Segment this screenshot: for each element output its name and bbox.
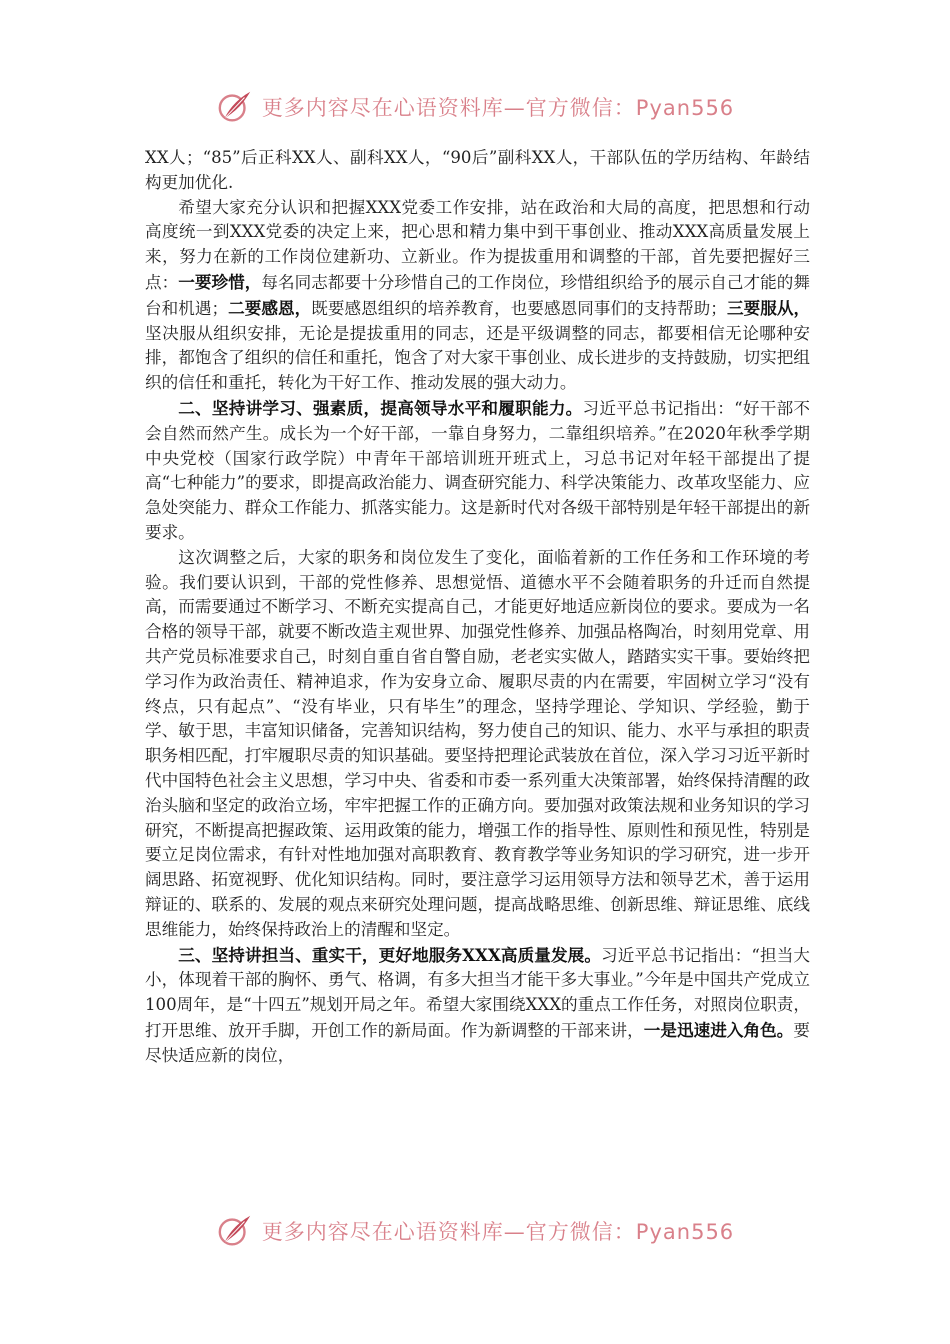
watermark-banner-bottom [0, 1208, 950, 1254]
text-run: 这次调整之后，大家的职务和岗位发生了变化，面临着新的工作任务和工作环境的考验。我们要认识到，干部的党性修养、思想觉悟、道德水平不会随着职务的升迁而自然提高，而需要通过不断学习、不断充实提高自己，才能更好地适应新岗位的要求。要成为一名合格的领导干部，就要不断改造主观世界、加强党性修养、加强品格陶冶，时刻用党章、用共产党员标准要求自己，时刻自重自省自警自励，老老实实做人，踏踏实实干事。要始终把学习作为政治责任、精神追求，作为安身立命、履职尽责的内在需要，牢固树立学习“没有终点，只有起点”、“没有毕业，只有毕生”的理念，坚持学理论、学知识、学经验，勤于学、敏于思，丰富知识储备，完善知识结构，努力使自己的知识、能力、水平与承担的职责职务相匹配，打牢履职尽责的知识基础。要坚持把理论武装放在首位，深入学习习近平新时代中国特色社会主义思想，学习中央、省委和市委一系列重大决策部署，始终保持清醒的政治头脑和坚定的政治立场，牢牢把握工作的正确方向。要加强对政策法规和业务知识的学习研究，不断提高把握政策、运用政策的能力，增强工作的指导性、原则性和预见性，特别是要立足岗位需求，有针对性地加强对高职教育、教育教学等业务知识的学习研究，进一步开阔思路、拓宽视野、优化知识结构。同时，要注意学习运用领导方法和领导艺术，善于运用辩证的、联系的、发展的观点来研究处理问题，提高战略思维、创新思维、辩证思维、底线思维能力，始终保持政治上的清醒和坚定。 [145, 547, 810, 939]
text-run: 希望大家充分认识和把握XXX党委工作安排，站在政治和大局的高度，把思想和行动高度统一到XXX党委的决定上来，把心思和精力集中到干事创业、推动XXX高质量发展上来，努力在新的工作岗位建新功、立新业。作为提拔重用和调整的干部，首先要把握好三点： [145, 197, 810, 292]
text-run: 习近平总书记指出：“好干部不会自然而然产生。成长为一个好干部，一靠自身努力，二靠组织培养。”在2020年秋季学期中央党校（国家行政学院）中青年干部培训班开班式上，习总书记对年轻干部提出了提高“七种能力”的要求，即提高政治能力、调查研究能力、科学决策能力、改革攻坚能力、应急处突能力、群众工作能力、抓落实能力。这是新时代对各级干部特别是年轻干部提出的新要求。 [145, 398, 811, 542]
feather-pen-logo-icon [216, 1212, 254, 1250]
text-run: 习近平总书记指出：“担当大小，体现着干部的胸怀、勇气、格调，有多大担当才能干多大事业。”今年是中国共产党成立100周年，是“十四五”规划开局之年。希望大家围绕XXX的重点工作任务，对照岗位职责，打开思维、放开手脚，开创工作的新局面。作为新调整的干部来讲， [145, 945, 811, 1040]
text-run: 既要感恩组织的培养教育，也要感恩同事们的支持帮助； [311, 298, 727, 318]
feather-pen-logo-icon [216, 88, 254, 126]
watermark-banner-top [0, 84, 950, 130]
document-body [145, 146, 810, 1068]
bold-text-run: 二要感恩， [228, 297, 312, 318]
section-heading: 二、坚持讲学习、强素质，提高领导水平和履职能力。 [178, 397, 583, 418]
bold-text-run: 一要珍惜， [178, 271, 262, 292]
paragraph [145, 196, 810, 396]
paragraph [145, 546, 810, 943]
text-run: 每名同志都要十分珍惜自己的工作岗位，珍惜组织给予的展示自己才能的舞台和机遇； [145, 272, 811, 318]
section-heading-paragraph [145, 943, 810, 1069]
watermark-text: 更多内容尽在心语资料库—官方微信：Pyan556 [261, 96, 735, 120]
section-heading-paragraph [145, 396, 810, 546]
text-run: 坚决服从组织安排，无论是提拔重用的同志，还是平级调整的同志，都要相信无论哪种安排，都饱含了组织的信任和重托，饱含了对大家干事创业、成长进步的支持鼓励，切实把组织的信任和重托，转化为干好工作、推动发展的强大动力。 [145, 323, 810, 393]
watermark-text: 更多内容尽在心语资料库—官方微信：Pyan556 [261, 1220, 735, 1244]
bold-text-run: 一是迅速进入角色。 [643, 1019, 794, 1040]
text-run: 要尽快适应新的岗位， [145, 1020, 811, 1065]
bold-text-run: 三要服从， [726, 297, 811, 318]
paragraph [145, 146, 810, 196]
section-heading: 三、坚持讲担当、重实干，更好地服务XXX高质量发展。 [178, 944, 602, 965]
text-run: XX人；“85”后正科XX人、副科XX人，“90后”副科XX人，干部队伍的学历结构、年龄结构更加优化. [145, 148, 810, 192]
